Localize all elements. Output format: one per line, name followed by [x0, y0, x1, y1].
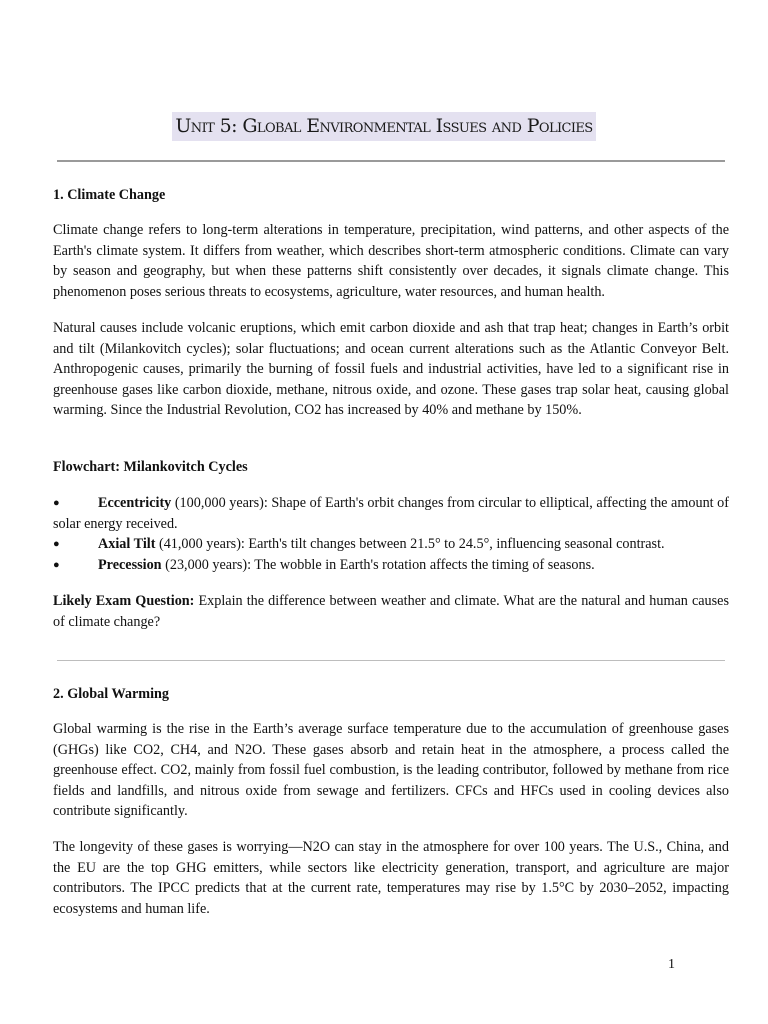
- section-1-paragraph-1: Climate change refers to long-term alterations in temperature, precipitation, wind patterns, and other aspects of the Earth's climate system. It differs from weather, which describes short-term atmospheric conditions. Climate can vary by season and geography, but when these patterns shift consistently over decades, it signals climate change. This phenomenon poses serious threats to ecosystems, agriculture, water resources, and human health.: [53, 222, 729, 300]
- list-item-text: (23,000 years): The wobble in Earth's rotation affects the timing of seasons.: [161, 556, 595, 573]
- bullet-icon: ●: [53, 538, 60, 551]
- bullet-icon: ●: [53, 558, 60, 571]
- list-item-term: Precession: [98, 556, 162, 573]
- section-2-paragraph-1: Global warming is the rise in the Earth’s average surface temperature due to the accumulation of greenhouse gases (GHGs) like CO2, CH4, and N2O. These gases absorb and retain heat in the atmosphere, a process called the greenhouse effect. CO2, mainly from fossil fuel combustion, is the leading contributor, followed by methane from rice fields and landfills, and nitrous oxide from sewage and fertilizers. CFCs and HFCs used in cooling devices also contribute significantly.: [53, 721, 729, 820]
- exam-question: [53, 591, 729, 632]
- bullet-icon: ●: [53, 497, 60, 509]
- section-divider: [57, 660, 725, 661]
- milankovitch-list: [53, 493, 729, 575]
- list-item-text: (100,000 years): Shape of Earth's orbit changes from circular to elliptical, affecting the amount of solar energy received.: [53, 495, 729, 532]
- section-1-heading: 1. Climate Change: [53, 187, 166, 203]
- page-number: 1: [668, 957, 675, 972]
- section-2-paragraph-2: The longevity of these gases is worrying—N2O can stay in the atmosphere for over 100 years. The U.S., China, and the EU are the top GHG emitters, while sectors like electricity generation, transport, and agriculture are major contributors. The IPCC predicts that at the current rate, temperatures may rise by 1.5°C by 2030–2052, impacting ecosystems and human life.: [53, 839, 729, 917]
- page-title: Unit 5: Global Environmental Issues and Policies: [172, 112, 595, 141]
- list-item-text: (41,000 years): Earth's tilt changes between 21.5° to 24.5°, influencing seasonal contrast.: [155, 536, 665, 553]
- list-item-term: Axial Tilt: [98, 536, 156, 553]
- list-item-term: Eccentricity: [98, 495, 172, 511]
- title-divider: [57, 160, 725, 162]
- section-2-heading: 2. Global Warming: [53, 686, 170, 702]
- list-item: [53, 534, 729, 555]
- flowchart-heading: Flowchart: Milankovitch Cycles: [53, 459, 248, 475]
- section-1-paragraph-2: Natural causes include volcanic eruptions, which emit carbon dioxide and ash that trap heat; changes in Earth’s orbit and tilt (Milankovitch cycles); solar fluctuations; and ocean current alterations such as the Atlantic Conveyor Belt. Anthropogenic causes, primarily the burning of fossil fuels and industrial activities, have led to a significant rise in greenhouse gases like carbon dioxide, methane, nitrous oxide, and ozone. These gases trap solar heat, causing global warming. Since the Industrial Revolution, CO2 has increased by 40% and methane by 150%.: [53, 320, 729, 419]
- list-item: [53, 493, 729, 534]
- title-container: [0, 112, 768, 141]
- exam-question-label: Likely Exam Question:: [53, 593, 195, 609]
- exam-question-text: Explain the difference between weather and climate. What are the natural and human causes of climate change?: [53, 593, 729, 630]
- list-item: [53, 555, 729, 576]
